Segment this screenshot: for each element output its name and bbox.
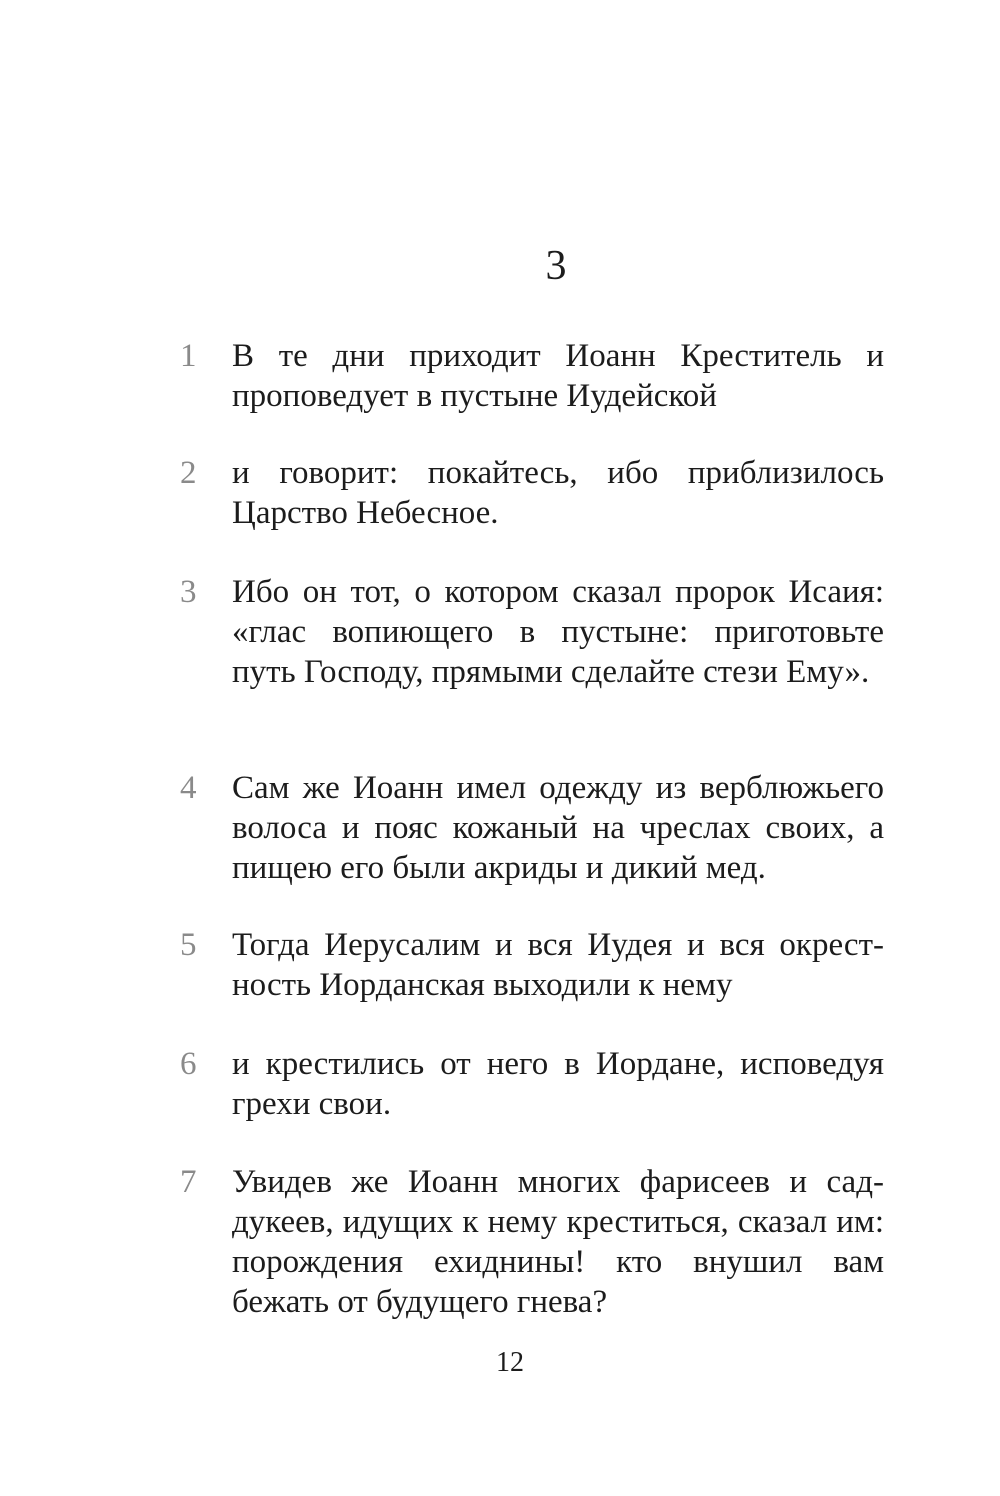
verse-number: 3 [180,574,197,610]
verse-number: 2 [180,455,197,491]
verse-number: 6 [180,1046,197,1082]
verse-number: 5 [180,927,197,963]
verse-text: В те дни приходит Иоанн Креститель и проповедует в пустыне Иудейской [232,338,884,414]
page-number: 12 [496,1347,524,1378]
verse-number: 7 [180,1164,197,1200]
verse-text: Тогда Иерусалим и вся Иудея и вся окрестность Иорданская выходили к нему [232,927,884,1003]
verse-number: 4 [180,770,197,806]
verse-text: и говорит: покайтесь, ибо приблизилось Царство Небесное. [232,455,884,531]
verse-text: Ибо он тот, о котором сказал пророк Исаия: «глас вопиющего в пустыне: приготовьте путь Господу, прямыми сделайте стези Ему». [232,574,884,690]
verse-text: и крестились от него в Иордане, исповедуя грехи свои. [232,1046,884,1122]
chapter-number: 3 [545,243,567,289]
verse-text: Увидев же Иоанн многих фарисеев и саддукеев, идущих к нему креститься, сказал им: порождения ехиднины! кто внушил вам бежать от будущего гнева? [232,1164,884,1320]
verse-number: 1 [180,338,197,374]
verse-text: Сам же Иоанн имел одежду из верблюжьего волоса и пояс кожаный на чреслах своих, а пищею его были акриды и дикий мед. [232,770,884,886]
